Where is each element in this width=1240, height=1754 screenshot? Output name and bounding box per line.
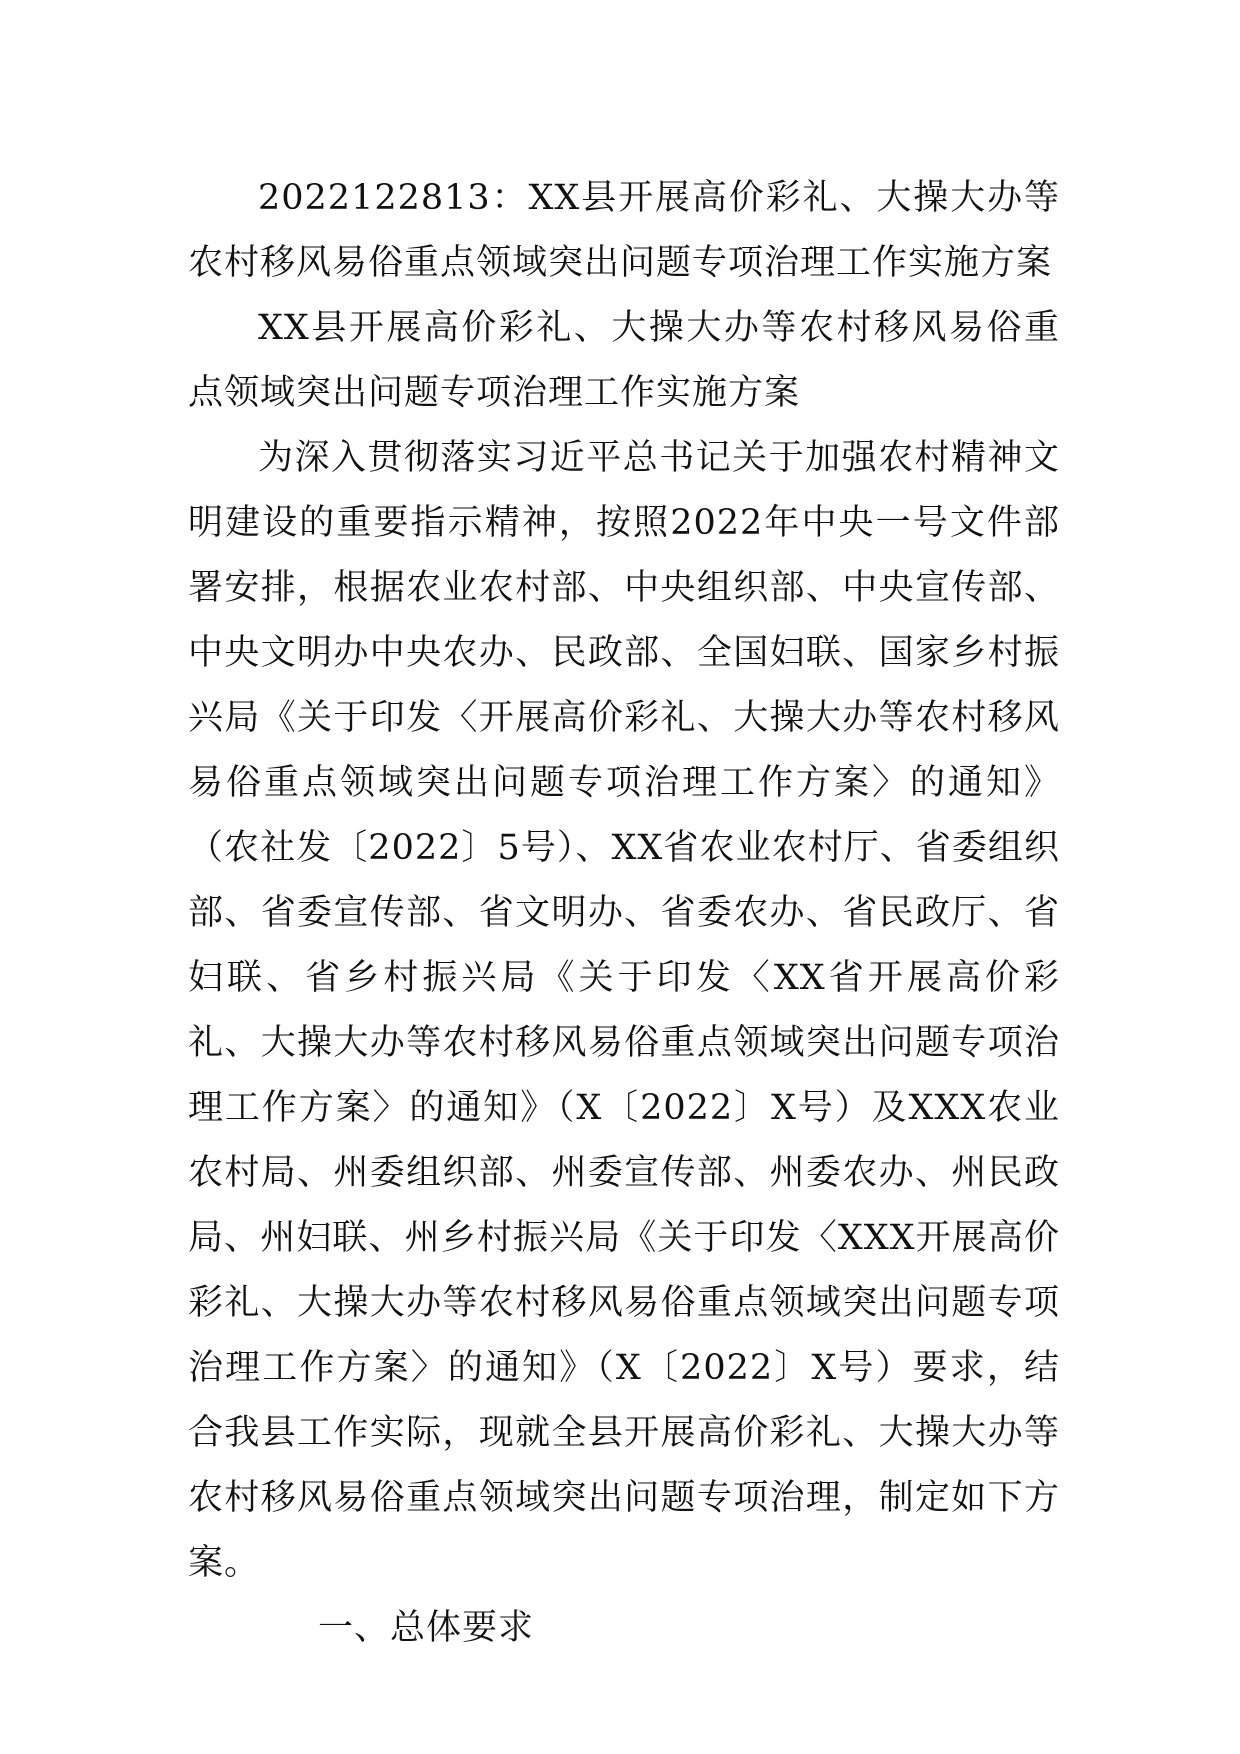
document-subtitle: XX县开展高价彩礼、大操大办等农村移风易俗重点领域突出问题专项治理工作实施方案 [188,308,1060,413]
section-heading: 一、总体要求 [318,1608,535,1648]
document-title-line: 2022122813：XX县开展高价彩礼、大操大办等农村移风易俗重点领域突出问题专项治理工作实施方案 [188,178,1060,283]
document-content [188,166,1060,1661]
document-body-paragraph: 为深入贯彻落实习近平总书记关于加强农村精神文明建设的重要指示精神，按照2022年中央一号文件部署安排，根据农业农村部、中央组织部、中央宣传部、中央文明办中央农办、民政部、全国妇联、国家乡村振兴局《关于印发〈开展高价彩礼、大操大办等农村移风易俗重点领域突出问题专项治理工作方案〉的通知》（农社发〔2022〕5号）、XX省农业农村厅、省委组织部、省委宣传部、省文明办、省委农办、省民政厅、省妇联、省乡村振兴局《关于印发〈XX省开展高价彩礼、大操大办等农村移风易俗重点领域突出问题专项治理工作方案〉的通知》（X〔2022〕X号）及XXX农业农村局、州委组织部、州委宣传部、州委农办、州民政局、州妇联、州乡村振兴局《关于印发〈XXX开展高价彩礼、大操大办等农村移风易俗重点领域突出问题专项治理工作方案〉的通知》（X〔2022〕X号）要求，结合我县工作实际，现就全县开展高价彩礼、大操大办等农村移风易俗重点领域突出问题专项治理，制定如下方案。 [188,438,1060,1583]
